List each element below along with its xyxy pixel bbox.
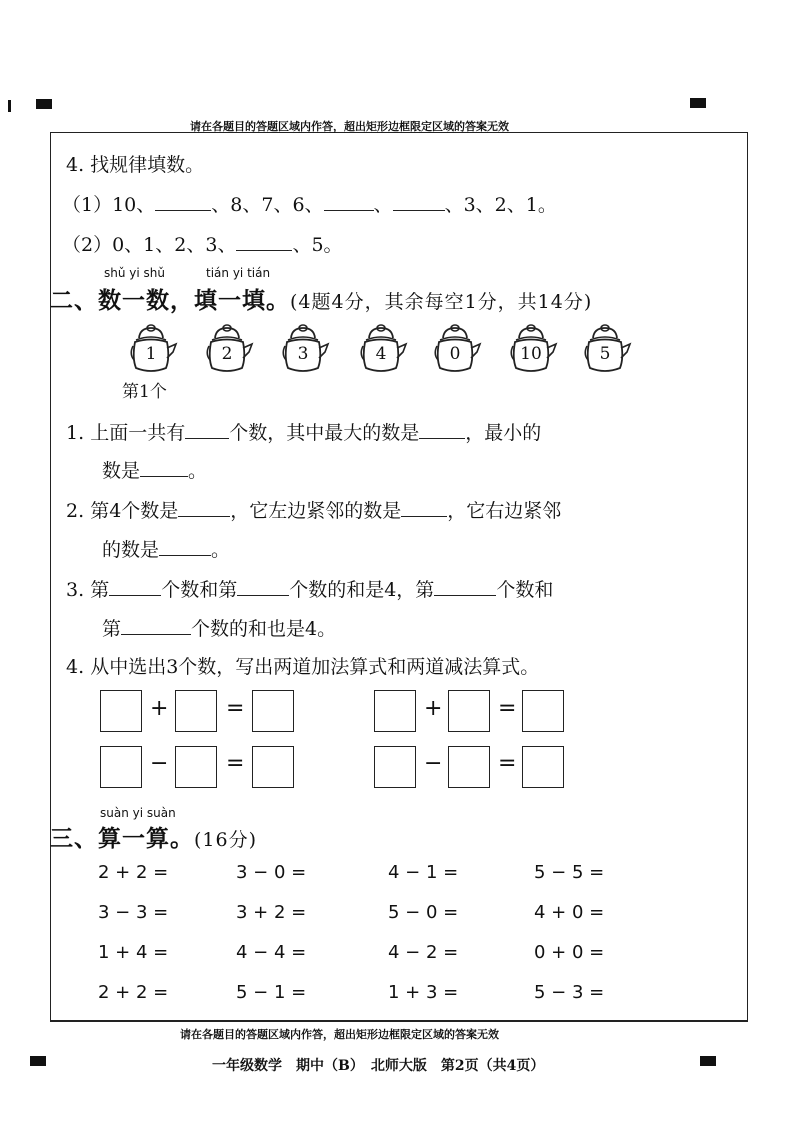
calc-problem[interactable]: 5 − 0 = (388, 902, 459, 923)
s2-q4-number: 4. (66, 656, 85, 678)
s2-q2-text-c: ，它右边紧邻 (447, 500, 562, 522)
calc-problem[interactable]: 5 − 1 = (236, 982, 307, 1003)
kettle-number: 2 (221, 344, 233, 364)
pattern-sub2-label: （2） (62, 234, 113, 256)
pattern-sub1-text-c: 、 (373, 194, 393, 216)
pattern-sub2 (62, 230, 343, 257)
first-kettle-label: 第1个 (122, 382, 167, 402)
s2-q4-text: 从中选出3个数，写出两道加法算式和两道减法算式。 (90, 656, 540, 678)
kettle-number: 1 (145, 344, 157, 364)
s2-q1-number: 1. (66, 422, 85, 444)
s2-q1-text-b: 个数，其中最大的数是 (229, 422, 420, 444)
answer-blank[interactable] (324, 194, 374, 211)
kettle-number: 4 (375, 344, 387, 364)
answer-blank[interactable] (109, 579, 161, 596)
kettle-number: 3 (297, 344, 309, 364)
answer-box[interactable] (374, 690, 416, 732)
calc-problem[interactable]: 4 − 2 = (388, 942, 459, 963)
answer-box[interactable] (522, 746, 564, 788)
registration-mark-top-right (690, 98, 706, 108)
equals-sign: = (498, 696, 517, 721)
answer-box[interactable] (252, 690, 294, 732)
section2-points: (4题4分，其余每空1分，共14分) (290, 291, 593, 313)
kettle-3 (282, 322, 330, 378)
pattern-question-title: 4. 找规律填数。 (66, 154, 205, 176)
pattern-sub2-text-b: 、5。 (292, 234, 343, 256)
pattern-sub1-text-d: 、3、2、1。 (444, 194, 557, 216)
s2-q3-text-f: 个数的和也是4。 (191, 618, 337, 640)
s2-q3-text-a: 第 (90, 579, 110, 601)
s2-q3-number: 3. (66, 579, 85, 601)
answer-box[interactable] (448, 746, 490, 788)
kettle-number: 10 (520, 344, 542, 364)
answer-blank[interactable] (140, 460, 188, 477)
pattern-sub2-text-a: 0、1、2、3、 (112, 234, 237, 256)
frame-bottom-rule (50, 1020, 748, 1021)
s2-q3-line1 (66, 575, 553, 602)
s2-q2-text-e: 。 (211, 539, 231, 561)
calc-problem[interactable]: 4 − 4 = (236, 942, 307, 963)
calc-problem[interactable]: 1 + 3 = (388, 982, 459, 1003)
answer-blank[interactable] (401, 500, 447, 517)
answer-box[interactable] (374, 746, 416, 788)
s2-q2-text-a: 第4个数是 (90, 500, 179, 522)
answer-box[interactable] (522, 690, 564, 732)
s2-q4-line (66, 652, 539, 679)
registration-tick (8, 100, 11, 112)
answer-blank[interactable] (434, 579, 496, 596)
pattern-sub1 (62, 190, 557, 217)
calc-problem[interactable]: 5 − 5 = (534, 862, 605, 883)
s2-q1-text-a: 上面一共有 (90, 422, 186, 444)
calc-problem[interactable]: 3 − 3 = (98, 902, 169, 923)
pattern-sub1-text-a: 10、 (112, 194, 156, 216)
kettle-number: 0 (449, 344, 461, 364)
pattern-sub1-text-b: 、8、7、6、 (211, 194, 324, 216)
kettle-6 (510, 322, 558, 378)
plus-sign: + (150, 696, 169, 721)
registration-mark-bottom-right (700, 1056, 716, 1066)
equals-sign: = (498, 751, 517, 776)
answer-blank[interactable] (393, 194, 445, 211)
answer-blank[interactable] (236, 234, 292, 251)
page-footer: 一年级数学 期中（B） 北师大版 第2页（共4页） (212, 1058, 545, 1074)
answer-box[interactable] (100, 746, 142, 788)
pinyin-suan-yi-suan: suàn yi suàn (100, 806, 176, 820)
equals-sign: = (226, 696, 245, 721)
answer-blank[interactable] (159, 539, 211, 556)
s2-q2-number: 2. (66, 500, 85, 522)
kettle-7 (584, 322, 632, 378)
minus-sign: − (150, 751, 169, 776)
calc-problem[interactable]: 1 + 4 = (98, 942, 169, 963)
s2-q3-text-c: 个数的和是4，第 (289, 579, 435, 601)
s2-q2-line2 (102, 535, 230, 562)
calc-problem[interactable]: 2 + 2 = (98, 982, 169, 1003)
kettle-4 (360, 322, 408, 378)
section3-heading (50, 820, 257, 853)
pattern-sub1-label: （1） (62, 194, 113, 216)
calc-problem[interactable]: 5 − 3 = (534, 982, 605, 1003)
kettle-2 (206, 322, 254, 378)
s2-q2-text-d: 的数是 (102, 539, 160, 561)
minus-sign: − (424, 751, 443, 776)
s2-q1-text-c: ，最小的 (465, 422, 542, 444)
answer-box[interactable] (100, 690, 142, 732)
s2-q3-text-d: 个数和 (496, 579, 554, 601)
section3-title: 三、算一算。 (50, 825, 194, 852)
s2-q3-line2 (102, 614, 336, 641)
answer-blank[interactable] (419, 422, 465, 439)
s2-q1-text-d: 数是 (102, 460, 141, 482)
s2-q1-line1 (66, 418, 541, 445)
pinyin-shu-yi-shu: shǔ yi shǔ (104, 266, 165, 280)
s2-q3-text-e: 第 (102, 618, 122, 640)
answer-blank[interactable] (237, 579, 289, 596)
section2-heading (50, 282, 592, 315)
header-notice: 请在各题目的答题区域内作答，超出矩形边框限定区域的答案无效 (190, 120, 509, 133)
answer-box[interactable] (448, 690, 490, 732)
s2-q1-line2 (102, 456, 207, 483)
kettle-number: 5 (599, 344, 611, 364)
calc-problem[interactable]: 0 + 0 = (534, 942, 605, 963)
answer-blank[interactable] (178, 500, 230, 517)
answer-blank[interactable] (121, 618, 191, 635)
pinyin-tian-yi-tian: tián yi tián (206, 266, 271, 280)
calc-problem[interactable]: 3 + 2 = (236, 902, 307, 923)
calc-problem[interactable]: 4 + 0 = (534, 902, 605, 923)
calc-problem[interactable]: 2 + 2 = (98, 862, 169, 883)
s2-q3-text-b: 个数和第 (161, 579, 238, 601)
registration-mark-top-left (36, 99, 52, 109)
answer-blank[interactable] (155, 194, 211, 211)
calc-problem[interactable]: 3 − 0 = (236, 862, 307, 883)
registration-mark-bottom-left (30, 1056, 46, 1066)
s2-q2-line1 (66, 496, 561, 523)
plus-sign: + (424, 696, 443, 721)
section2-title: 二、数一数，填一填。 (50, 287, 290, 314)
s2-q1-text-e: 。 (188, 460, 208, 482)
section3-points: (16分) (194, 829, 258, 851)
answer-box[interactable] (175, 690, 217, 732)
footer-notice: 请在各题目的答题区域内作答，超出矩形边框限定区域的答案无效 (180, 1028, 499, 1041)
s2-q2-text-b: ，它左边紧邻的数是 (230, 500, 402, 522)
kettle-1 (130, 322, 178, 378)
answer-blank[interactable] (185, 422, 229, 439)
answer-box[interactable] (252, 746, 294, 788)
equals-sign: = (226, 751, 245, 776)
calc-problem[interactable]: 4 − 1 = (388, 862, 459, 883)
kettle-5 (434, 322, 482, 378)
answer-box[interactable] (175, 746, 217, 788)
